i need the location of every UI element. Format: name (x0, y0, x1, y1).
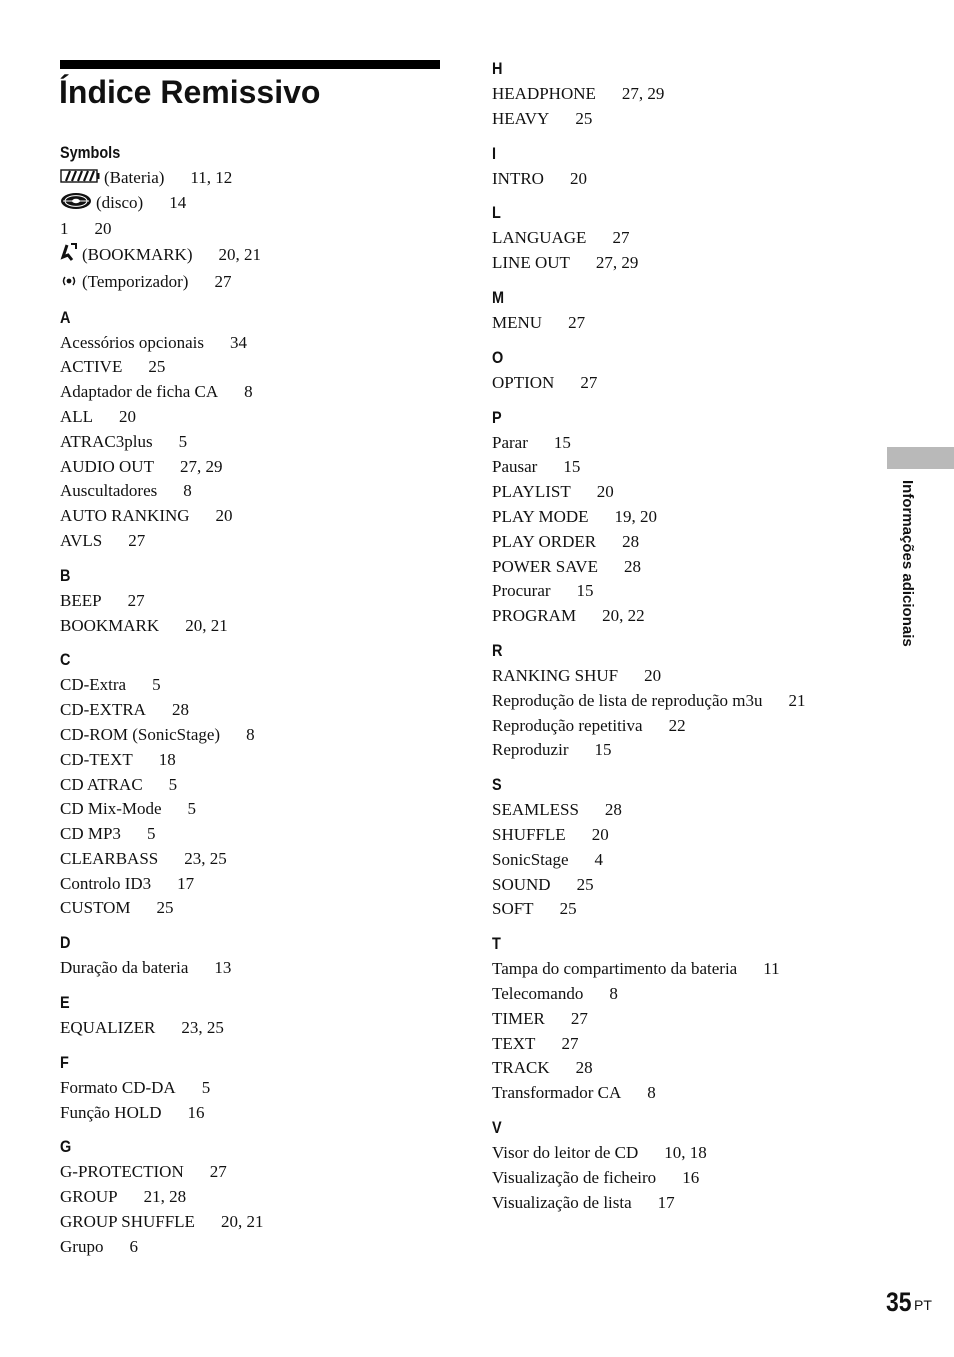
entry-term: CD-EXTRA (60, 700, 146, 720)
index-section (60, 1137, 460, 1259)
index-entry (60, 1160, 460, 1185)
entry-term: Reproduzir (492, 740, 569, 760)
entry-term: BEEP (60, 590, 102, 610)
entry-pages: 8 (244, 382, 253, 402)
entry-pages: 23, 25 (181, 1018, 224, 1038)
entry-term: Visor do leitor de CD (492, 1142, 639, 1162)
entry-term: ACTIVE (60, 357, 123, 377)
index-entry (60, 847, 460, 872)
entry-pages: 27 (570, 1008, 588, 1028)
entry-term: (Temporizador) (82, 272, 189, 292)
index-entry (60, 822, 460, 847)
entry-pages: 11, 12 (190, 168, 233, 187)
entry-term: CD Mix-Mode (60, 799, 162, 819)
disc-icon (60, 192, 92, 218)
entry-term: Parar (492, 432, 528, 452)
entry-term: Visualização de lista (492, 1192, 632, 1212)
entry-pages: 6 (129, 1236, 138, 1256)
entry-term: ALL (60, 406, 94, 426)
index-entry (60, 1016, 460, 1041)
entry-pages: 18 (158, 749, 176, 769)
entry-pages: 5 (152, 675, 161, 695)
index-entry (60, 405, 460, 430)
entry-term: HEADPHONE (492, 84, 596, 103)
entry-term: SEAMLESS (492, 800, 579, 820)
entry-term: PLAY ORDER (492, 531, 597, 551)
entry-term: Procurar (492, 581, 551, 601)
entry-pages: 25 (575, 108, 593, 128)
bookmark-icon (60, 242, 78, 270)
index-entry (60, 270, 460, 295)
index-entry (492, 1141, 852, 1166)
section-letter: O (492, 347, 504, 367)
entry-pages: 17 (657, 1192, 675, 1212)
index-entry (60, 723, 460, 748)
entry-pages: 8 (183, 481, 192, 501)
entry-pages: 11 (763, 959, 780, 979)
page-title: Índice Remissivo (59, 74, 321, 110)
index-entry (492, 1007, 852, 1032)
entry-pages: 27, 29 (621, 84, 665, 103)
entry-pages: 15 (553, 432, 571, 452)
index-entry (60, 698, 460, 723)
entry-pages: 20, 21 (218, 245, 261, 265)
index-entry (60, 1076, 460, 1101)
entry-term: CD MP3 (60, 824, 121, 844)
index-entry (492, 311, 852, 336)
index-entry (492, 714, 852, 739)
entry-term: EQUALIZER (60, 1018, 156, 1038)
section-letter: B (60, 565, 71, 585)
entry-term: PROGRAM (492, 606, 577, 626)
entry-pages: 15 (594, 740, 612, 760)
entry-term: AUTO RANKING (60, 506, 190, 526)
index-entry (492, 848, 852, 873)
entry-term: TIMER (492, 1008, 545, 1028)
entry-pages: 17 (177, 873, 195, 893)
entry-term: Transformador CA (492, 1083, 622, 1103)
index-entry (60, 748, 460, 773)
side-tab-marker (887, 447, 954, 469)
index-section (492, 203, 852, 276)
entry-term: Formato CD-DA (60, 1077, 176, 1097)
index-entry (60, 773, 460, 798)
entry-pages: 21, 28 (143, 1187, 187, 1207)
entry-term: SonicStage (492, 849, 569, 869)
entry-term: SOUND (492, 874, 551, 894)
index-entry (60, 589, 460, 614)
entry-term: TEXT (492, 1033, 536, 1053)
index-entry (492, 455, 852, 480)
entry-pages: 27 (580, 372, 598, 392)
entry-term: RANKING SHUF (492, 665, 619, 685)
index-section (492, 775, 852, 922)
entry-pages: 27 (561, 1033, 579, 1053)
section-letter: D (60, 933, 71, 953)
entry-pages: 5 (146, 824, 156, 844)
index-section (60, 1053, 460, 1126)
entry-pages: 20 (644, 665, 662, 685)
entry-term: CD ATRAC (60, 774, 143, 794)
index-entry (60, 614, 460, 639)
entry-term: Controlo ID3 (60, 873, 152, 893)
entry-pages: 25 (156, 898, 174, 918)
index-entry (60, 1235, 460, 1260)
entry-pages: 28 (575, 1058, 593, 1078)
index-entry (60, 504, 460, 529)
entry-term: Tampa do compartimento da bateria (492, 959, 738, 979)
entry-term: OPTION (492, 372, 555, 392)
entry-pages: 20, 22 (602, 606, 645, 626)
index-entry (60, 455, 460, 480)
index-entry (60, 479, 460, 504)
entry-term: Reprodução repetitiva (492, 715, 643, 735)
index-entry (60, 1101, 460, 1126)
index-entry (492, 664, 852, 689)
section-letter: T (492, 934, 501, 954)
section-letter: I (492, 143, 497, 163)
entry-term: GROUP (60, 1187, 118, 1207)
index-entry (492, 689, 852, 714)
entry-pages: 28 (623, 556, 641, 576)
entry-pages: 10, 18 (664, 1142, 707, 1162)
entry-term: SHUFFLE (492, 824, 566, 844)
index-entry (492, 1032, 852, 1057)
index-entry (60, 872, 460, 897)
index-section (60, 993, 460, 1041)
entry-pages: 27, 29 (595, 253, 639, 273)
section-letter: L (492, 203, 501, 223)
entry-term: LINE OUT (492, 253, 570, 273)
entry-pages: 23, 25 (184, 848, 227, 868)
section-letter: V (492, 1117, 502, 1137)
index-section (492, 144, 852, 192)
section-letter: A (60, 307, 71, 327)
section-letter: G (60, 1137, 72, 1157)
index-entry (60, 380, 460, 405)
index-entry (492, 226, 852, 251)
entry-pages: 28 (622, 531, 640, 551)
index-entry (60, 1210, 460, 1235)
entry-pages: 27, 29 (179, 456, 223, 476)
entry-pages: 19, 20 (614, 506, 658, 526)
title-rule (60, 60, 440, 69)
entry-term: TRACK (492, 1058, 550, 1078)
side-tab-label: Informações adicionais (899, 480, 916, 647)
entry-term: CUSTOM (60, 898, 131, 918)
entry-pages: 27 (214, 272, 232, 292)
index-column-left (60, 143, 460, 1272)
entry-pages: 8 (609, 983, 618, 1003)
entry-pages: 20, 21 (220, 1212, 264, 1232)
index-entry (492, 82, 852, 107)
index-entry (492, 579, 852, 604)
index-entry (492, 251, 852, 276)
entry-term: Pausar (492, 457, 538, 477)
index-entry (492, 505, 852, 530)
entry-pages: 20 (94, 219, 112, 239)
entry-pages: 16 (682, 1167, 700, 1187)
index-entry (60, 529, 460, 554)
entry-term: CD-ROM (SonicStage) (60, 724, 221, 744)
entry-term: INTRO (492, 168, 544, 188)
index-entry (492, 873, 852, 898)
entry-term: PLAYLIST (492, 482, 571, 502)
index-entry (492, 982, 852, 1007)
entry-pages: 20 (215, 506, 233, 526)
entry-pages: 25 (559, 899, 577, 919)
index-entry (60, 430, 460, 455)
section-letter: P (492, 407, 502, 427)
index-entry (60, 896, 460, 921)
index-entry (60, 242, 460, 270)
index-entry (60, 217, 460, 242)
entry-pages: 15 (576, 581, 594, 601)
entry-pages: 8 (246, 724, 255, 744)
entry-term: PLAY MODE (492, 506, 589, 526)
index-entry (492, 957, 852, 982)
entry-term: GROUP SHUFFLE (60, 1212, 195, 1232)
entry-pages: 5 (168, 774, 178, 794)
index-column-right (492, 59, 852, 1227)
index-entry (60, 1185, 460, 1210)
entry-term: Visualização de ficheiro (492, 1167, 657, 1187)
entry-term: MENU (492, 312, 543, 332)
index-section (60, 143, 460, 296)
entry-pages: 5 (201, 1077, 211, 1097)
entry-pages: 4 (594, 849, 603, 869)
index-entry (492, 431, 852, 456)
entry-pages: 25 (148, 357, 166, 377)
index-entry (60, 355, 460, 380)
entry-pages: 27 (612, 228, 630, 248)
index-entry (492, 167, 852, 192)
index-section (492, 59, 852, 132)
entry-pages: 34 (230, 332, 248, 352)
entry-pages: 15 (563, 457, 581, 477)
index-section (492, 288, 852, 336)
entry-term: CD-TEXT (60, 749, 133, 769)
entry-term: Acessórios opcionais (60, 332, 205, 352)
index-entry (492, 823, 852, 848)
entry-pages: 27 (209, 1162, 227, 1182)
section-letter: R (492, 640, 503, 660)
entry-term: Adaptador de ficha CA (60, 382, 219, 402)
index-entry (60, 673, 460, 698)
index-entry (492, 1081, 852, 1106)
index-entry (60, 797, 460, 822)
entry-pages: 5 (178, 431, 188, 451)
entry-pages: 5 (187, 799, 197, 819)
index-section (492, 348, 852, 396)
section-letter: F (60, 1052, 69, 1072)
entry-term: BOOKMARK (60, 615, 160, 635)
entry-pages: 27 (127, 590, 145, 610)
index-entry (60, 191, 460, 217)
entry-term: Grupo (60, 1236, 104, 1256)
section-letter: C (60, 650, 71, 670)
index-entry (492, 738, 852, 763)
entry-pages: 25 (576, 874, 594, 894)
entry-pages: 21 (788, 690, 806, 710)
section-letter: H (492, 59, 503, 78)
index-section (492, 1118, 852, 1215)
index-entry (492, 1191, 852, 1216)
section-letter: E (60, 993, 70, 1013)
index-entry (60, 166, 460, 191)
entry-pages: 28 (171, 700, 189, 720)
index-entry (492, 897, 852, 922)
entry-term: CLEARBASS (60, 848, 159, 868)
index-entry (492, 604, 852, 629)
index-entry (60, 331, 460, 356)
entry-pages: 22 (668, 715, 686, 735)
entry-term: POWER SAVE (492, 556, 598, 576)
index-section (492, 641, 852, 763)
entry-term: CD-Extra (60, 675, 127, 695)
entry-term: SOFT (492, 899, 534, 919)
entry-pages: 8 (647, 1083, 656, 1103)
page-number: 35 (886, 1287, 912, 1317)
entry-term: (disco) (96, 193, 144, 213)
index-section (492, 934, 852, 1106)
index-entry (492, 798, 852, 823)
entry-pages: 14 (169, 193, 187, 213)
index-section (60, 566, 460, 639)
timer-icon (60, 271, 78, 296)
entry-pages: 20 (591, 824, 609, 844)
entry-term: AUDIO OUT (60, 456, 154, 476)
index-entry (492, 480, 852, 505)
entry-term: G-PROTECTION (60, 1162, 184, 1182)
page-language: PT (914, 1297, 932, 1313)
entry-term: Telecomando (492, 983, 584, 1003)
entry-pages: 27 (568, 312, 586, 332)
entry-term: 1 (60, 219, 69, 239)
entry-term: Auscultadores (60, 481, 158, 501)
entry-term: (BOOKMARK) (82, 245, 193, 265)
entry-term: Função HOLD (60, 1102, 162, 1122)
entry-term: Reprodução de lista de reprodução m3u (492, 690, 763, 710)
entry-pages: 20 (596, 482, 614, 502)
entry-pages: 13 (214, 958, 232, 978)
index-section (60, 308, 460, 554)
index-section (492, 408, 852, 629)
index-entry (492, 107, 852, 132)
entry-term: ATRAC3plus (60, 431, 153, 451)
battery-icon (60, 167, 100, 192)
section-letter: M (492, 287, 505, 307)
entry-pages: 20 (569, 168, 587, 188)
index-entry (492, 530, 852, 555)
entry-term: LANGUAGE (492, 228, 587, 248)
entry-term: Duração da bateria (60, 958, 189, 978)
entry-pages: 16 (187, 1102, 205, 1122)
entry-pages: 20, 21 (185, 615, 228, 635)
entry-pages: 20 (119, 406, 137, 426)
section-letter: Symbols (60, 143, 121, 162)
section-letter: S (492, 775, 502, 795)
entry-pages: 27 (128, 530, 146, 550)
entry-term: AVLS (60, 530, 103, 550)
index-entry (492, 1056, 852, 1081)
index-section (60, 933, 460, 981)
entry-term: HEAVY (492, 108, 550, 128)
index-entry (60, 956, 460, 981)
index-entry (492, 371, 852, 396)
entry-term: (Bateria) (104, 168, 165, 187)
entry-pages: 28 (604, 800, 622, 820)
index-entry (492, 555, 852, 580)
index-entry (492, 1166, 852, 1191)
index-section (60, 650, 460, 921)
